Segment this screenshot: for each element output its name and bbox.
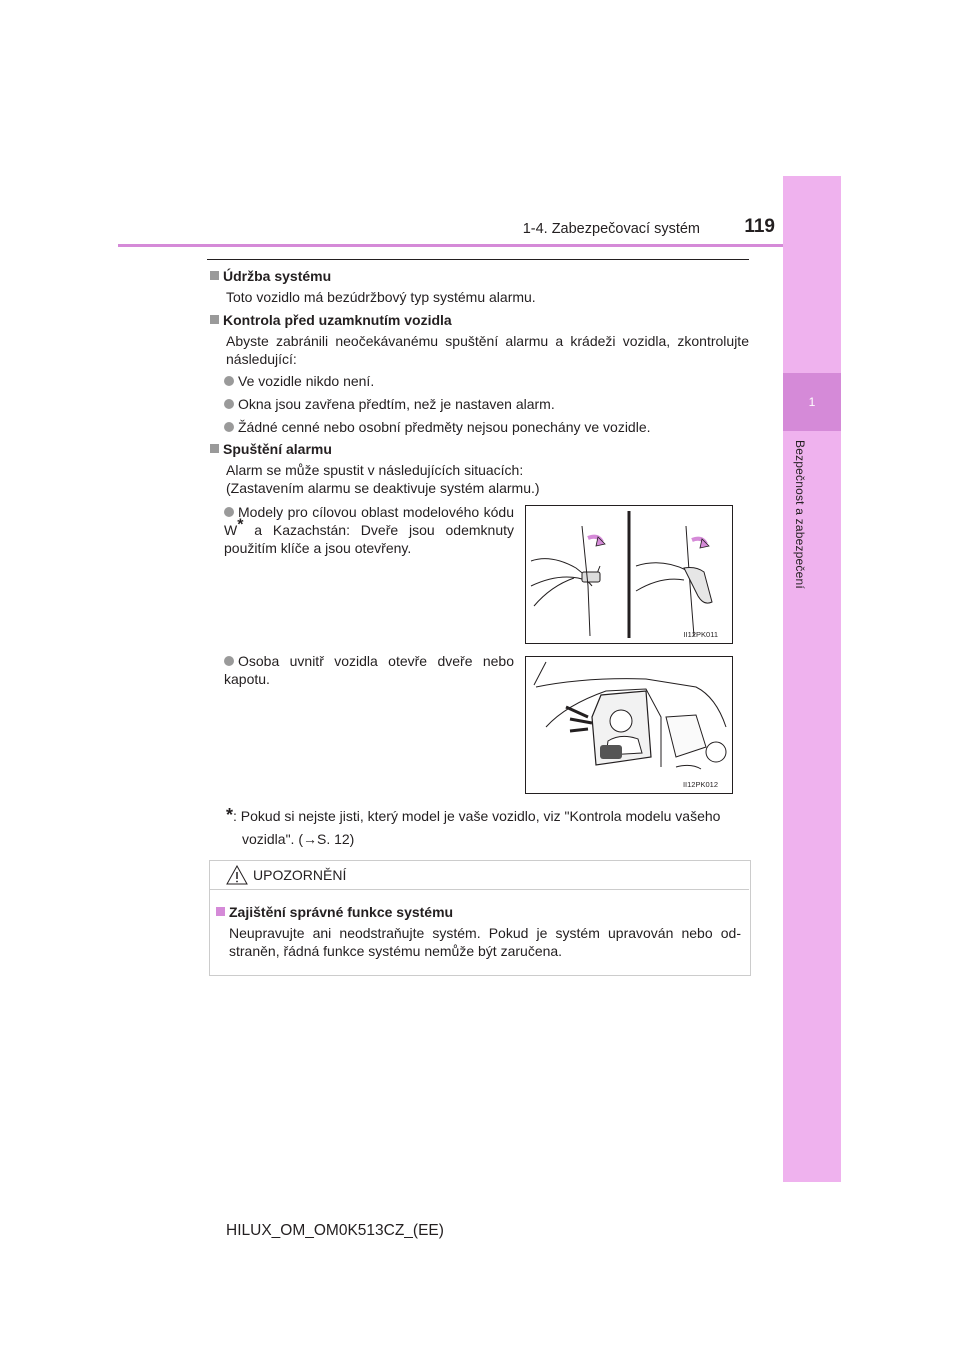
footnote <box>226 806 720 825</box>
trigger-heading <box>210 440 332 458</box>
square-bullet-icon <box>210 271 219 280</box>
figure-person-door <box>525 656 733 794</box>
check-text: Abyste zabránili neočekávanému spuštění alarmu a krádeži vozidla, zkontrolujte následující: <box>226 333 749 367</box>
person-opening-door-illustration <box>526 657 732 793</box>
caution-label: UPOZORNĚNÍ <box>253 867 347 883</box>
trigger-item-1 <box>224 503 514 557</box>
check-bullet-3 <box>224 418 651 436</box>
check-bullet-3-text: Žádné cenné nebo osobní předměty nejsou ponechány ve vozidle. <box>238 419 651 435</box>
footnote-star: * <box>237 516 244 534</box>
figure-door-key <box>525 505 733 644</box>
round-bullet-icon <box>224 656 234 666</box>
side-tab-chapter-marker[interactable] <box>783 373 841 431</box>
trigger-item-1-text-a: Modely pro cílovou oblast modelového kódu W <box>224 504 514 538</box>
trigger-item-2-text: Osoba uvnitř vozidla otevře dveře nebo kapotu. <box>224 653 514 687</box>
footnote-text-2: vozidla". (→S. 12) <box>242 831 355 847</box>
page-number: 119 <box>744 216 775 237</box>
check-bullet-2-text: Okna jsou zavřena předtím, než je nastaven alarm. <box>238 396 555 412</box>
round-bullet-icon <box>224 422 234 432</box>
square-bullet-icon <box>210 315 219 324</box>
caution-text: Neupravujte ani neodstraňujte systém. Pokud je systém upravován nebo odstraněn, řádná funkce systému nemůže být zaručena. <box>229 925 741 959</box>
check-bullet-2 <box>224 395 555 413</box>
square-bullet-icon <box>210 444 219 453</box>
figure-1-label: II12PK011 <box>683 630 718 639</box>
trigger-item-2 <box>224 652 514 688</box>
round-bullet-icon <box>224 376 234 386</box>
door-key-illustration <box>526 506 732 643</box>
header-section-title: 1-4. Zabezpečovací systém <box>522 221 700 237</box>
footer-code: HILUX_OM_OM0K513CZ_(EE) <box>226 1222 444 1239</box>
check-title: Kontrola před uzamknutím vozidla <box>223 312 452 328</box>
square-bullet-icon <box>216 907 225 916</box>
maintenance-heading <box>210 267 331 285</box>
check-bullet-1-text: Ve vozidle nikdo není. <box>238 373 375 389</box>
check-bullet-1 <box>224 372 374 390</box>
caution-heading <box>216 903 453 921</box>
caution-header <box>209 860 749 890</box>
round-bullet-icon <box>224 507 234 517</box>
figure-2-label: II12PK012 <box>682 780 718 789</box>
footnote-star: * <box>226 805 234 825</box>
maintenance-text: Toto vozidlo má bezúdržbový typ systému alarmu. <box>226 289 536 305</box>
trigger-text-2: (Zastavením alarmu se deaktivuje systém alarmu.) <box>226 480 540 496</box>
side-tab-label: Bezpečnost a zabezpečení <box>793 440 807 589</box>
content-divider <box>207 259 749 260</box>
trigger-title: Spuštění alarmu <box>223 441 332 457</box>
trigger-item-1-text-b: a Kazachstán: Dveře jsou odemknuty použitím klíče a jsou otevřeny. <box>224 522 514 556</box>
footnote-text-1: : Pokud si nejste jisti, který model je vaše vozidlo, viz "Kontrola modelu vašeho <box>233 808 721 824</box>
round-bullet-icon <box>224 399 234 409</box>
warning-triangle-icon <box>226 865 248 885</box>
trigger-text-1: Alarm se může spustit v následujících situacích: <box>226 462 524 478</box>
caution-title: Zajištění správné funkce systému <box>229 904 454 920</box>
check-heading <box>210 311 452 329</box>
maintenance-title: Údržba systému <box>223 268 332 284</box>
header-divider <box>118 244 783 247</box>
side-tab-chapter-number: 1 <box>808 395 816 409</box>
side-tab <box>783 176 841 1182</box>
